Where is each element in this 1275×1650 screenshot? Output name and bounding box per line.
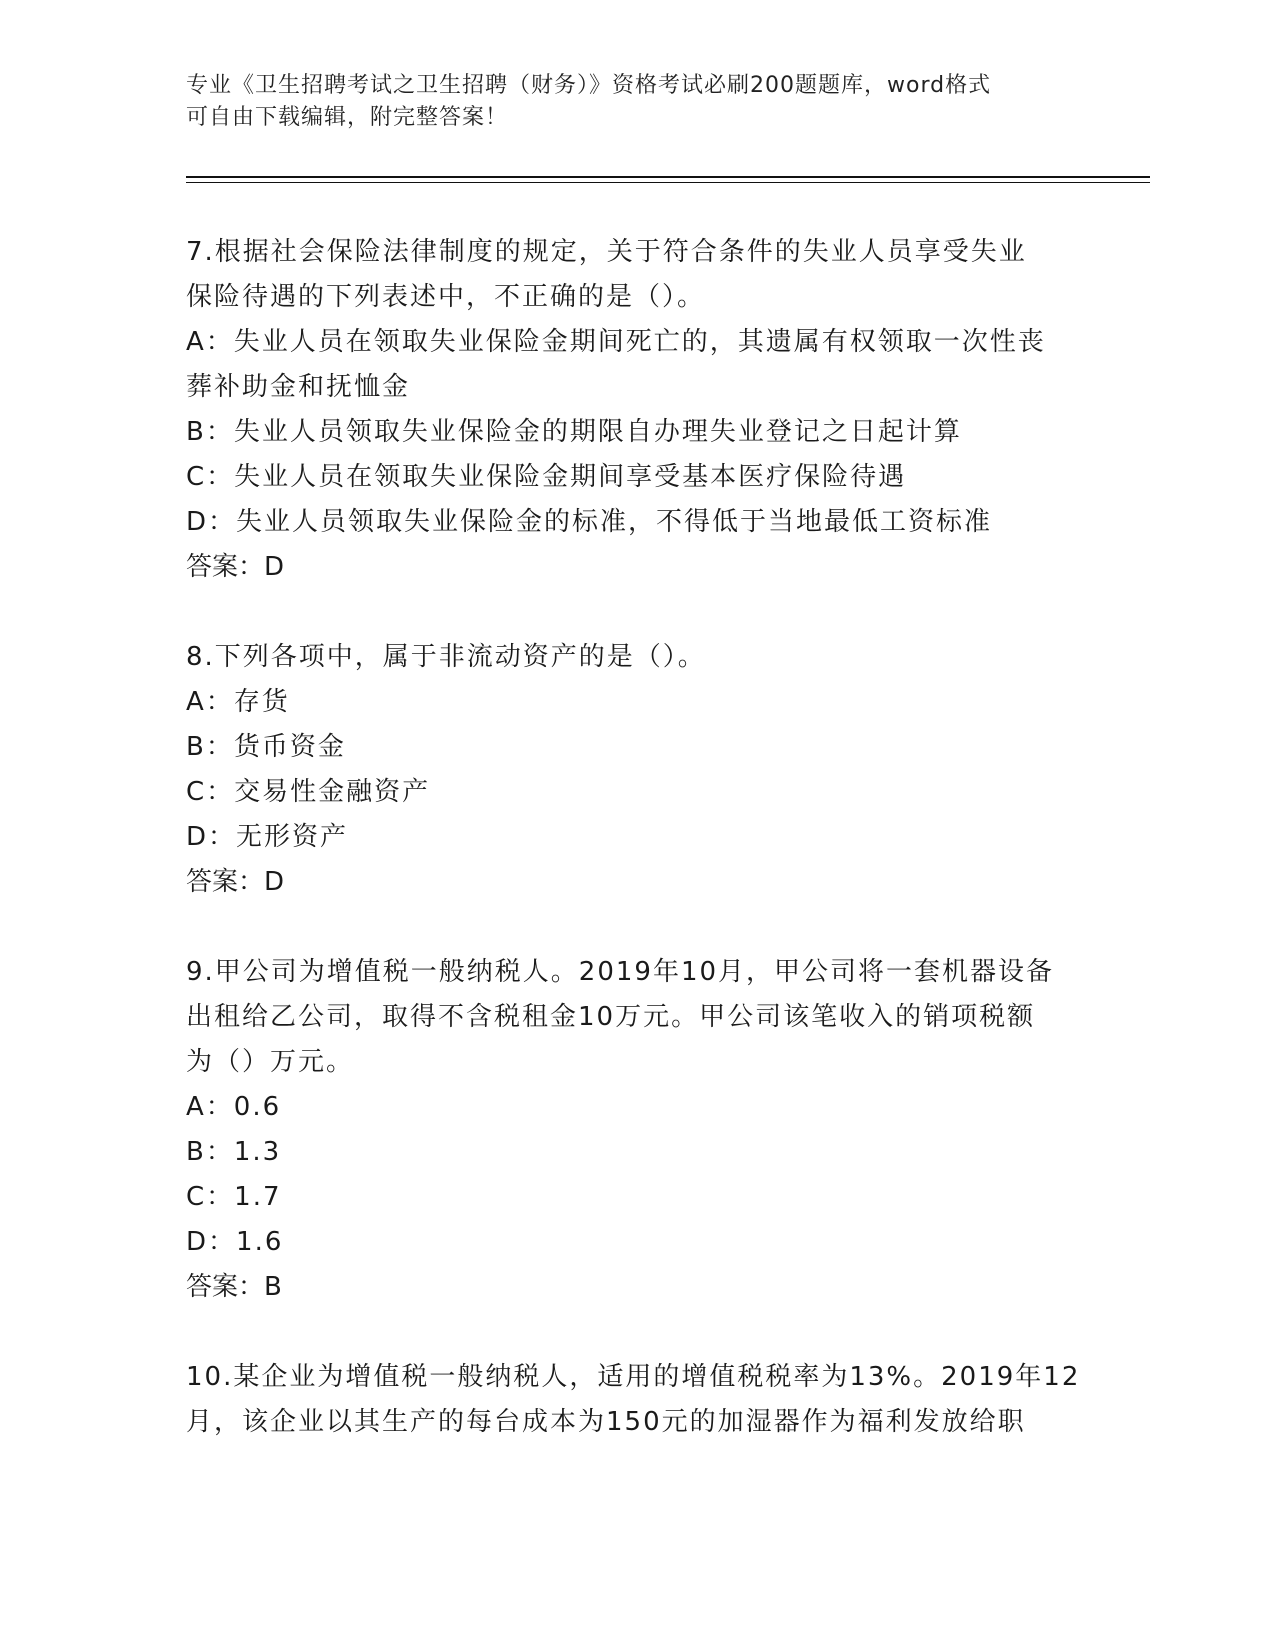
option-d: D：无形资产: [186, 822, 349, 852]
question-text-line: 10.某企业为增值税一般纳税人，适用的增值税税率为13%。2019年12: [186, 1362, 1081, 1392]
option-c: C：1.7: [186, 1182, 282, 1212]
question-9: [186, 950, 1086, 1310]
option-c: C：交易性金融资产: [186, 777, 431, 807]
question-list: [186, 230, 1086, 1490]
answer-label: 答案：D: [186, 552, 285, 582]
option-b: B：1.3: [186, 1137, 282, 1167]
question-text-line: 7.根据社会保险法律制度的规定，关于符合条件的失业人员享受失业: [186, 237, 1027, 267]
answer-label: 答案：D: [186, 867, 285, 897]
question-text-line: 为（）万元。: [186, 1047, 355, 1077]
question-10: [186, 1355, 1086, 1445]
option-d: D：1.6: [186, 1227, 284, 1257]
header-line-1: 专业《卫生招聘考试之卫生招聘（财务）》资格考试必刷200题题库，word格式: [186, 73, 992, 98]
option-a: A：存货: [186, 687, 290, 717]
option-b: B：货币资金: [186, 732, 346, 762]
option-a: A：失业人员在领取失业保险金期间死亡的，其遗属有权领取一次性丧: [186, 327, 1046, 357]
header-divider-thick: [186, 176, 1150, 178]
option-a-continued: 葬补助金和抚恤金: [186, 372, 411, 402]
question-text-line: 月，该企业以其生产的每台成本为150元的加湿器作为福利发放给职: [186, 1407, 1026, 1437]
question-8: [186, 635, 1086, 905]
question-text-line: 保险待遇的下列表述中，不正确的是（）。: [186, 282, 706, 312]
question-text-line: 8.下列各项中，属于非流动资产的是（）。: [186, 642, 706, 672]
option-c: C：失业人员在领取失业保险金期间享受基本医疗保险待遇: [186, 462, 907, 492]
option-a: A：0.6: [186, 1092, 282, 1122]
option-d: D：失业人员领取失业保险金的标准，不得低于当地最低工资标准: [186, 507, 993, 537]
header-divider-thin: [186, 182, 1150, 183]
document-header: [186, 70, 1066, 134]
option-b: B：失业人员领取失业保险金的期限自办理失业登记之日起计算: [186, 417, 962, 447]
question-7: [186, 230, 1086, 590]
answer-label: 答案：B: [186, 1272, 282, 1302]
header-line-2: 可自由下载编辑，附完整答案！: [186, 105, 509, 130]
question-text-line: 出租给乙公司，取得不含税租金10万元。甲公司该笔收入的销项税额: [186, 1002, 1036, 1032]
question-text-line: 9.甲公司为增值税一般纳税人。2019年10月，甲公司将一套机器设备: [186, 957, 1055, 987]
